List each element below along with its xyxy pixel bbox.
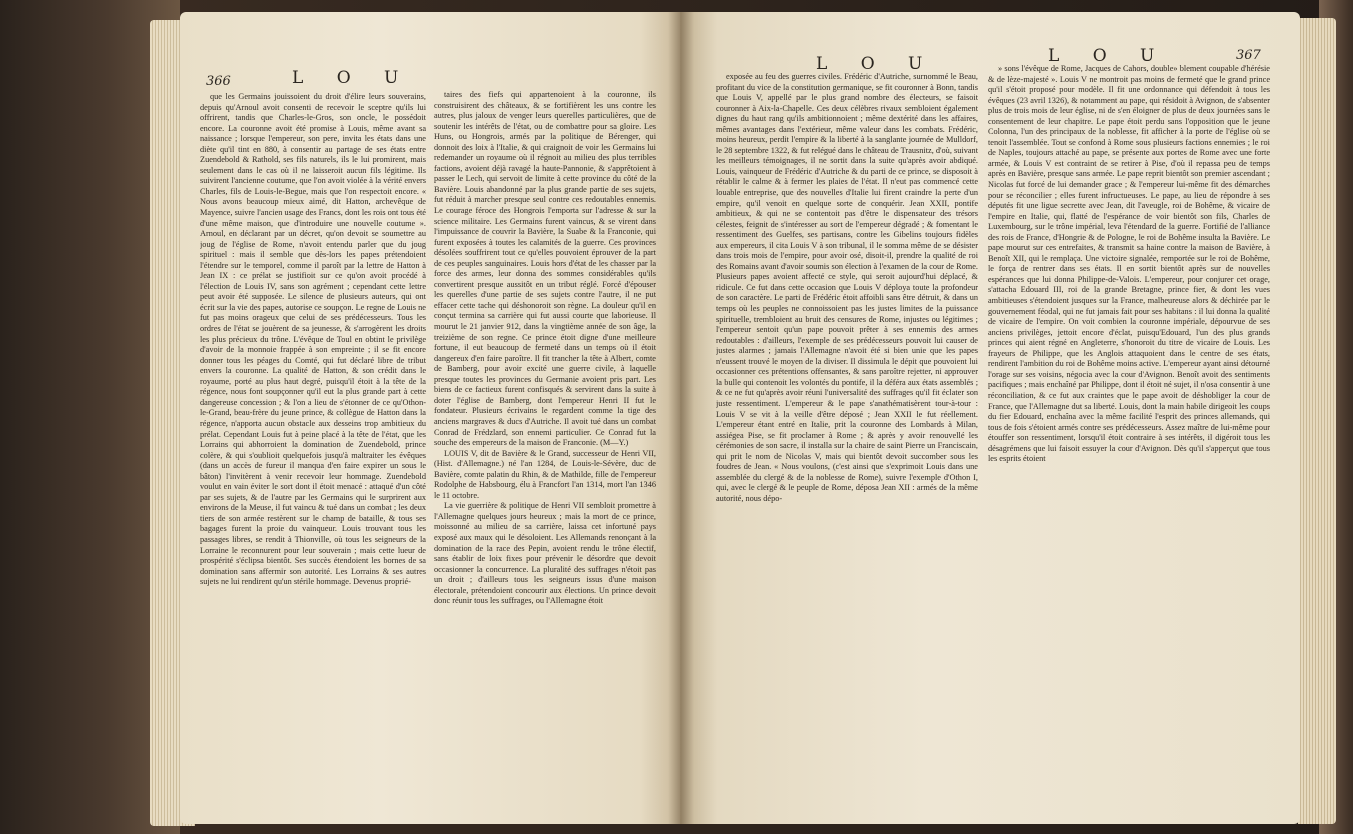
left-col2-tail: La vie guerrière & politique de Henri VII sembloit promettre à l'Allemagne quelques jours heureux ; mais la mort de ce prince, moissonné au milieu de sa carrière, laissa cet infortuné pays exposé aux maux qui le désoloient. Les Allemands renonçant à la domination de la race des Pepin, avoient rendu le trône électif, sans établir de loix fixes pour prévenir le désordre que devoit occasionner la concurrence. La pluralité des suffrages n'étoit pas un droit ; d'ailleurs tous les seigneurs issus d'une maison électorale, prétendoient concourir aux élections. Un prince devoit donc réunir tous les suffrages, ou l'Allemagne étoit [434, 501, 656, 606]
left-col2-heading: LOUIS V, dit de Bavière & le Grand, successeur de Henri VII, (Hist. d'Allemagne.) né l'an 1284, de Louis-le-Sévère, duc de Bavière, comte palatin du Rhin, & de Mathilde, fille de l'empereur Rodolphe de Habsbourg, élu à Francfort l'an 1314, mort l'an 1346 le 11 octobre. [434, 448, 656, 500]
right-col2-text: » sons l'évêque de Rome, Jacques de Cahors, double» blement coupable d'hérésie & de lèze-majesté ». Louis V ne montroit pas moins de fermeté que le grand prince qu'il s'étoit proposé pour modèle. Il fit une ordonnance qui défendoit à tous les évêques (23 avril 1326), & notamment au pape, qui résidoit à Avignon, de s'absenter plus de trois mois de leur église, ni de s'en éloigner de plus de deux journées sans le consentement de leur chapitre. Le pape étoit perdu sans l'opposition que le jeune Colonna, l'un des principaux de la noblesse, fit afficher à la porte de l'église où se tenoit l'assemblée. Tout se confond à Rome sous plusieurs factions ennemies ; le roi de Naples, toujours attaché au pape, se présente aux portes de Rome avec une forte armée, & Louis V est contraint de se retirer à Pise, d'où il repassa peu de temps après en Bavière, presque sans armée. Le pape reprit bientôt son premier ascendant ; Nicolas fut forcé de lui demander grace ; & l'empereur lui-même fit des démarches pour se réconcilier ; elles furent infructueuses. Le pape, au lieu de répondre à ses députés fit une ligue secrette avec Jean, dit l'aveugle, roi de Bohême, & vicaire de l'empire en Italie, qui, flatté de l'espérance de voir bientôt son fils, Charles de Luxembourg, sur le trône impérial, leva l'étendard de la guerre. Fortifié de l'alliance des rois de France, d'Hongrie & de Pologne, le roi de Bohême insulta la Bavière. Le pape mourut sur ces entrefaites, & transmit sa haine contre la maison de Bavière, à Benoît XII, qui le remplaça. Une victoire signalée, remportée sur le roi de Bohême, le força de rentrer dans ses états. Il en sortit bientôt après sur de nouvelles espérances que lui donna Philippe-de-Valois. L'empereur, pour conjurer cet orage, s'attacha Edouard III, roi de la grande Bretagne, prince fier, & dont les vues ambitieuses s'étendoient jusques sur la France, malheureuse alors & déchirée par le gouvernement féodal, qui ne fut jamais fait pour ses habitans : il lui donna la qualité de vicaire de l'empire. On voit combien la couronne impériale, dépourvue de ses anciens privilèges, jettoit encore d'éclat, puisqu'Edouard, l'un des plus grands princes qui aient régné en Angleterre, s'honoroit du titre de vicaire de Louis. Les frayeurs de Philippe, que les Anglois attaquoient dans le centre de ses états, rendirent l'ambition du roi de Bohême moins active. L'empereur ayant ainsi détourné l'orage sur ses voisins, négocia avec la cour d'Avignon. Benoît avoit des sentiments pacifiques ; mais enchaîné par Philippe, dont il étoit né sujet, il n'osa consentir à une réconciliation, & ce fut aux craintes que le pape avoit de déshobliger la cour de France, que l'Allemagne dut sa liberté. Louis, dont la main habile dirigeoit les coups du fier Edouard, enchaîna avec la même facilité l'esprit des princes allemands, qui tous de fois s'étoient armés contre ses prédécesseurs. Assez maître de lui-même pour étouffer son ressentiment, lorsqu'il étoit contraire à ses intérêts, il digéroit tous les désagrémens que lui faisoit essuyer la cour d'Avignon. Dès qu'il s'apperçut que tous les esprits étoient [988, 64, 1270, 464]
page-number-left: 366 [206, 74, 231, 89]
page-number-right: 367 [1236, 48, 1261, 63]
right-col1-text: exposée au feu des guerres civiles. Frédéric d'Autriche, surnommé le Beau, profitant du vice de la constitution germanique, se fit couronner à Bonn, tandis que Louis V, appellé par le plus grand nombre des électeurs, se faisoit couronner à Aix-la-Chapelle. Ces deux célèbres rivaux sembloient également dignes du haut rang qu'ils ambitionnoient ; même dextérité dans les affaires, mêmes avantages dans l'extérieur, même valeur dans les combats. Frédéric, moins heureux, perdit l'empire & la liberté à la sanglante journée de Mulldorf, le 28 septembre 1322, & fut relégué dans le château de Trausnitz, d'où, suivant les meilleurs témoignages, il ne sortit dans la suite qu'après avoir abdiqué. Louis, vainqueur de Frédéric d'Autriche & du parti de ce prince, se disposoit à rétablir le calme & à fermer les plaies de l'état. Il n'eut pas commencé cette louable entreprise, que des nouvelles d'Italie lui firent craindre la perte d'un empire, qu'il venoit en quelque sorte de conquérir. Jean XXII, pontife ambitieux, & qui ne se contentoit pas d'être le dispensateur des trésors célestes, feignit de s'intéresser au sort de l'empereur dégradé ; & fomentant le ressentiment des Guelfes, ses partisans, contre les Gibelins toujours fidèles aux empereurs, il cita Louis V à son tribunal, il le somma même de se désister dans trois mois de l'empire, pour avoir osé, disoit-il, prendre la qualité de roi des Romains avant d'avoir soumis son élection à l'examen de la cour de Rome. Plusieurs papes avoient affecté ce style, qui seroit aujourd'hui déplacé, & ridicule. Ce fut dans cette occasion que Louis V déploya toute la profondeur de son caractère. Le parti de Frédéric étoit affoibli sans être détruit, & dans un temps où les peuples ne connoissoient pas les justes limites de la puissance spirituelle, trembloient au bruit des censures de Rome, injustes ou légitimes ; l'empereur sentoit qu'un pape pouvoit prêter à ses ennemis des armes redoutables : d'ailleurs, l'exemple de ses prédécesseurs pouvoit lui causer de justes alarmes ; jamais l'Allemagne n'avoit été si bien unie que les papes n'eussent trouvé le moyen de la diviser. Il dissimula le dépit que pouvoient lui occasionner ces prétentions offensantes, & sans paroître rejetter, ni approuver la bulle qui contenoit les volontés du pontife, il la déféra aux états assemblés ; & ce ne fut qu'après avoir réuni l'universalité des suffrages qu'il fit éclater son juste ressentiment. L'empereur & le pape s'anathématisèrent tour-à-tour : Louis V se vit à la veille d'être déposé ; Jean XXII le fut réellement. L'empereur étant entré en Italie, prit la couronne des Lombards à Milan, assiégea Pise, se fit proclamer à Rome ; & après y avoir renouvellé les cérémonies de son sacre, il installa sur la chaire de saint Pierre un Franciscain, qui prit le nom de Nicolas V, mais qui bientôt devoit succomber sous les foudres de Jean. « Nous voulons, (c'est ainsi que s'exprimoit Louis dans une assemblée du clergé & de la noblesse de Rome), suivre l'exemple d'Othon I, qui, avec le clergé & le peuple de Rome, déposa Jean XII : armés de la même autorité, nous dépo- [716, 72, 978, 503]
right-page-column-1 [716, 72, 978, 816]
left-page [180, 12, 680, 824]
left-col1-text: que les Germains jouissoient du droit d'élire leurs souverains, depuis qu'Arnoul avoit consenti de recevoir le sceptre qu'ils lui offrirent, tandis que Charles-le-Gros, son oncle, le possédoit encore. La couronne avoit été promise à Louis, même avant sa naissance ; lorsque l'empereur, son pere, invita les états dans une diète qu'il tint en 880, à consentir au partage de ses états entre Zuendebold & Rathold, ses fils naturels, ils le lui promirent, mais seulement dans le cas où il ne laisseroit aucun fils légitime. Ils suivirent l'ancienne coutume, que l'on avoit violée à la vérité envers Charles, fils de Louis-le-Begue, mais que l'on respectoit encore. « Nous avons beaucoup mieux aimé, dit Hatton, archevêque de Mayence, suivre l'ancien usage des Francs, dont les rois ont tous été d'une même maison, que d'introduire une nouvelle coutume ». Arnoul, en déclarant par un décret, qu'on devoit se soumettre au joug de l'église de Rome, n'avoit entendu parler que du joug spirituel : mais il semble que dès-lors les papes prétendoient l'étendre sur le temporel, comme il paroît par la lettre de Hatton à Jean IX : ce prélat se justifioit sur ce qu'on avoit procédé à l'élection de Louis IV, sans son agrément ; cependant cette lettre peut avoir été supposée. Le silence de plusieurs auteurs, qui ont écrit sur la vie des papes, autorise ce soupçon. Le regne de Louis ne fut pas moins orageux que celui de ses prédécesseurs. Tous les ordres de l'état se jouèrent de sa jeunesse, & s'arrogèrent les droits les plus précieux du trône. L'évêque de Toul en obtint le privilège d'avoir de la monnoie frappée à son empreinte ; il se fit encore donner tous les péages du Comté, qui fut déclaré libre de tribut envers la couronne. La qualité de Hatton, & son crédit dans le royaume, porté au plus haut degré, puisqu'il étoit à la tête de la régence, nous font soupçonner qu'il eut la plus grande part à cette dangereuse concession ; & l'on a lieu de s'étonner de ce qu'Othon-le-Grand, beau-frère du jeune prince, & collègue de Hatton dans la régence, n'apporta aucun obstacle aux desseins trop ambitieux du prélat. Cependant Louis fut à peine placé à la tête de l'état, que les Lorrains qui abhorroient la domination de Zuendebold, prince colère, & qui s'oublioit quelquefois jusqu'à maltraiter les évêques (dans un accès de fureur il manqua d'en faire expirer un sous le bâton) l'invitèrent à venir recevoir leur hommage. Zuendebold voulut en vain éviter le sort dont il étoit menacé : attaqué d'un côté par ses sujets, & de l'autre par les Germains qui le surprirent aux environs de la Meuse, il fut vaincu & tué dans un combat ; les deux tiers de son armée restèrent sur le champ de bataille, & tous ses bagages furent la proie du vainqueur. Louis trouvant tous les passages libres, se rendit à Thionville, où tous les seigneurs de la Lorraine le reconnurent pour leur souverain ; mais cette lueur de prospérité s'éclipsa bientôt. Ses succès étendoient les bornes de sa domination sans affermir son autorité. Les Lorrains & ses autres sujets ne lui rendirent qu'un stérile hommage. Devenus proprié- [200, 92, 426, 587]
running-head-gutter: L O U [816, 54, 937, 74]
running-head-right: L O U [1048, 46, 1169, 66]
right-page-column-2 [988, 64, 1270, 816]
left-page-column-1 [200, 92, 426, 818]
left-col2-text: taires des fiefs qui appartenoient à la couronne, ils construisirent des châteaux, & se fortifièrent les uns contre les autres, plus jaloux de venger leurs querelles particulières, que de soutenir les intérêts de l'état, ou de combattre pour sa gloire. Les Huns, ou Hongrois, armés par la politique de Bérenger, qui donnoit des loix à l'Italie, & qui craignoit de voir les Germains lui redemander un royaume où il régnoit au milieu des plus terribles factions, avoient déjà ravagé la haute-Pannonie, & s'apprêtoient à passer le Lech, qui servoit de limite à cette province du côté de la Bavière. Louis abandonné par la plus grande partie de ses sujets, fut réduit à marcher presque seul contre ces redoutables ennemis. Le courage féroce des Hongrois l'emporta sur l'adresse & sur la science militaire. Les Germains furent vaincus, & se virent dans l'impuissance de couvrir la Bavière, la Suabe & la Franconie, qui furent exposées à toutes les calamités de la guerre. Ces provinces désolées souffrirent tout ce qu'elles pouvoient éprouver de la part de ces peuples sanguinaires. Louis hors d'état de les chasser par la force des armes, leur donna des sommes considérables qu'ils convertirent presque aussitôt en un tribut réglé. Forcé d'épouser les querelles d'une partie de ses sujets contre l'autre, il ne put effacer cette tache qui déshonoroit son règne. La douleur qu'il en conçut termina sa carrière qui fut aussi courte que laborieuse. Il mourut le 21 janvier 912, dans la vingtième année de son âge, la treizième de son regne. Ce prince étoit digne d'une meilleure fortune, il eut beaucoup de fermeté dans un temps où il étoit dangereux d'en faire paroître. Il fit trancher la tête à Albert, comte de Bamberg, pour avoir excité une guerre civile, à laquelle presque toutes les provinces du Germanie avoient pris part. Les biens de ce factieux furent confisqués & servirent dans la suite à doter l'église de Bamberg, dont l'empereur Henri II fut le fondateur. Plusieurs écrivains le regardent comme la tige des anciens margraves & ducs d'Autriche. Il avoit tué dans un combat Conrad de Frédzlard, son ennemi particulier. Ce Conrad fut la souche des empereurs de la maison de Franconie. (M—Y.) [434, 90, 656, 448]
page-edges-right [1298, 18, 1336, 824]
left-page-column-2 [434, 90, 656, 816]
right-page [680, 12, 1300, 824]
running-head-left: L O U [292, 68, 413, 88]
